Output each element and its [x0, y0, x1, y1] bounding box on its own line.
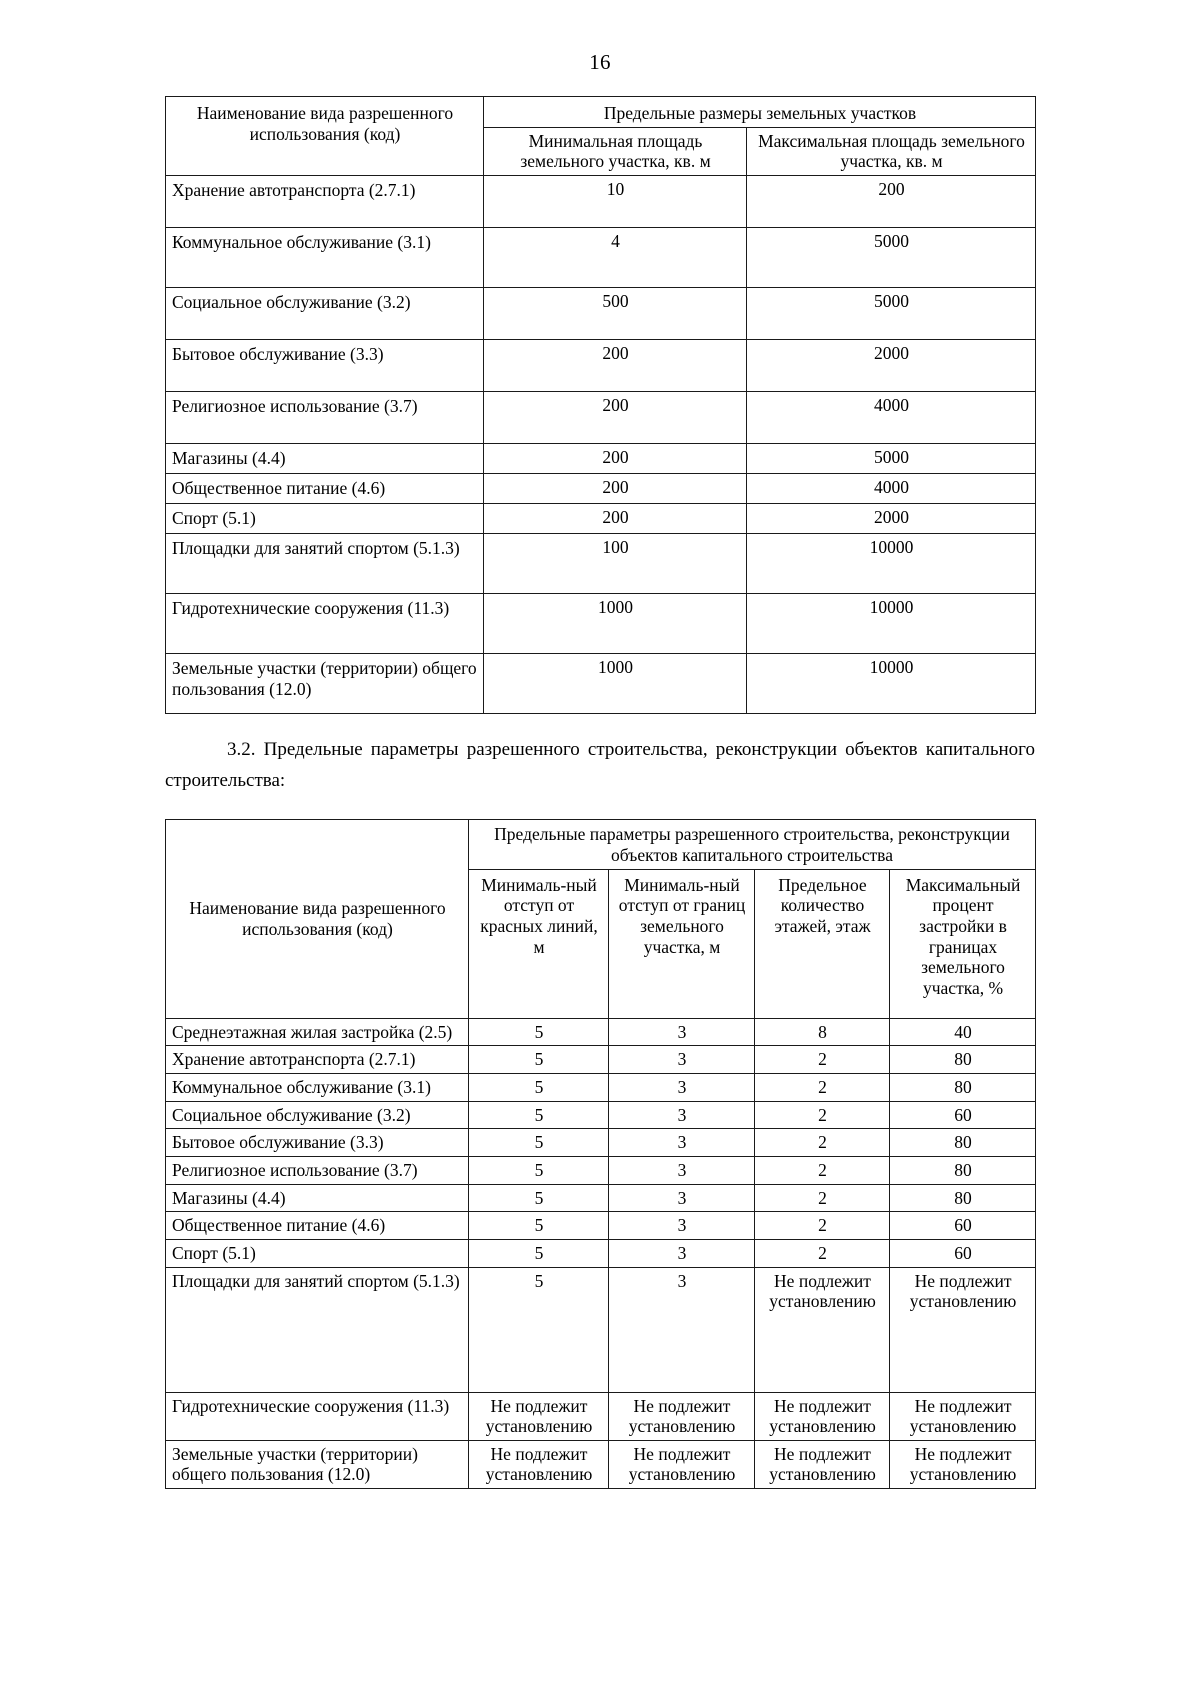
table-row: [166, 391, 1036, 443]
table-row: [166, 1212, 1036, 1240]
table-row: [166, 287, 1036, 339]
row-name: Хранение автотранспорта (2.7.1): [166, 175, 484, 227]
table-row: [166, 443, 1036, 473]
row-setback-redline: Не подлежит установлению: [469, 1392, 609, 1440]
table-row: [166, 473, 1036, 503]
row-max: 10000: [747, 653, 1036, 713]
row-max-floors: 8: [755, 1018, 890, 1046]
page-number: 16: [589, 50, 611, 74]
row-min: 100: [484, 533, 747, 593]
row-setback-redline: 5: [469, 1129, 609, 1157]
row-max-floors: 2: [755, 1129, 890, 1157]
row-max-floors: 2: [755, 1184, 890, 1212]
row-min: 200: [484, 503, 747, 533]
table-row: [166, 1184, 1036, 1212]
row-setback-redline: 5: [469, 1018, 609, 1046]
table2-header-col-4: Максимальный процент застройки в границах земельного участка, %: [890, 869, 1036, 1018]
row-setback-border: 3: [609, 1184, 755, 1212]
row-name: Социальное обслуживание (3.2): [166, 287, 484, 339]
row-name: Площадки для занятий спортом (5.1.3): [166, 533, 484, 593]
table-row: [166, 1129, 1036, 1157]
row-max-floors: Не подлежит установлению: [755, 1267, 890, 1392]
table-row: [166, 533, 1036, 593]
row-name: Магазины (4.4): [166, 443, 484, 473]
row-name: Гидротехнические сооружения (11.3): [166, 1392, 469, 1440]
row-name: Общественное питание (4.6): [166, 1212, 469, 1240]
row-setback-border: Не подлежит установлению: [609, 1392, 755, 1440]
row-setback-redline: 5: [469, 1156, 609, 1184]
row-max-floors: 2: [755, 1212, 890, 1240]
table1-body: [166, 97, 1036, 714]
row-min: 10: [484, 175, 747, 227]
row-name: Гидротехнические сооружения (11.3): [166, 593, 484, 653]
row-setback-border: 3: [609, 1046, 755, 1074]
table-row: [166, 1392, 1036, 1440]
table2-header-group: Предельные параметры разрешенного строительства, реконструкции объектов капитального строительства: [469, 820, 1036, 869]
row-build-percent: 80: [890, 1184, 1036, 1212]
row-setback-redline: 5: [469, 1267, 609, 1392]
row-build-percent: 60: [890, 1239, 1036, 1267]
row-name: Среднеэтажная жилая застройка (2.5): [166, 1018, 469, 1046]
row-setback-border: 3: [609, 1101, 755, 1129]
row-build-percent: Не подлежит установлению: [890, 1392, 1036, 1440]
row-setback-border: 3: [609, 1212, 755, 1240]
row-max: 5000: [747, 227, 1036, 287]
row-setback-redline: 5: [469, 1046, 609, 1074]
table-row: [166, 175, 1036, 227]
table1-header-min: Минимальная площадь земельного участка, кв. м: [484, 127, 747, 175]
row-min: 200: [484, 443, 747, 473]
table-row: [166, 503, 1036, 533]
construction-parameters-table: [165, 819, 1036, 1489]
row-max: 10000: [747, 593, 1036, 653]
table2-body: [166, 820, 1036, 1489]
row-name: Религиозное использование (3.7): [166, 391, 484, 443]
table-row: [166, 339, 1036, 391]
row-build-percent: 80: [890, 1046, 1036, 1074]
row-name: Хранение автотранспорта (2.7.1): [166, 1046, 469, 1074]
table-row: [166, 227, 1036, 287]
row-setback-border: Не подлежит установлению: [609, 1440, 755, 1488]
row-name: Земельные участки (территории) общего пользования (12.0): [166, 653, 484, 713]
table1-header-group: Предельные размеры земельных участков: [484, 97, 1036, 128]
row-min: 4: [484, 227, 747, 287]
table2-header-col-2: Минималь-ный отступ от границ земельного участка, м: [609, 869, 755, 1018]
table-row: [166, 1074, 1036, 1102]
table-row: [166, 1239, 1036, 1267]
row-min: 500: [484, 287, 747, 339]
table2-header-col-3: Предельное количество этажей, этаж: [755, 869, 890, 1018]
row-max-floors: Не подлежит установлению: [755, 1440, 890, 1488]
row-min: 1000: [484, 593, 747, 653]
row-name: Земельные участки (территории) общего пользования (12.0): [166, 1440, 469, 1488]
row-name: Спорт (5.1): [166, 1239, 469, 1267]
row-min: 200: [484, 339, 747, 391]
table-row: [166, 1046, 1036, 1074]
row-build-percent: 80: [890, 1129, 1036, 1157]
row-max: 200: [747, 175, 1036, 227]
row-build-percent: 80: [890, 1074, 1036, 1102]
row-build-percent: 60: [890, 1212, 1036, 1240]
row-setback-border: 3: [609, 1267, 755, 1392]
row-max-floors: Не подлежит установлению: [755, 1392, 890, 1440]
row-max-floors: 2: [755, 1074, 890, 1102]
table2-header-row-1: [166, 820, 1036, 869]
table-row: [166, 1267, 1036, 1392]
row-max-floors: 2: [755, 1101, 890, 1129]
row-setback-border: 3: [609, 1018, 755, 1046]
row-min: 200: [484, 391, 747, 443]
row-build-percent: Не подлежит установлению: [890, 1440, 1036, 1488]
row-name: Спорт (5.1): [166, 503, 484, 533]
row-max: 5000: [747, 443, 1036, 473]
table1-header-max: Максимальная площадь земельного участка, кв. м: [747, 127, 1036, 175]
table-row: [166, 593, 1036, 653]
row-build-percent: 40: [890, 1018, 1036, 1046]
row-name: Коммунальное обслуживание (3.1): [166, 1074, 469, 1102]
row-max-floors: 2: [755, 1239, 890, 1267]
row-name: Общественное питание (4.6): [166, 473, 484, 503]
row-min: 200: [484, 473, 747, 503]
row-build-percent: 60: [890, 1101, 1036, 1129]
row-setback-redline: Не подлежит установлению: [469, 1440, 609, 1488]
row-max: 4000: [747, 391, 1036, 443]
table-row: [166, 1440, 1036, 1488]
row-setback-redline: 5: [469, 1239, 609, 1267]
row-setback-border: 3: [609, 1156, 755, 1184]
row-max: 2000: [747, 503, 1036, 533]
row-min: 1000: [484, 653, 747, 713]
row-name: Площадки для занятий спортом (5.1.3): [166, 1267, 469, 1392]
table2-header-col-1: Минималь-ный отступ от красных линий, м: [469, 869, 609, 1018]
row-name: Социальное обслуживание (3.2): [166, 1101, 469, 1129]
row-setback-redline: 5: [469, 1184, 609, 1212]
row-name: Магазины (4.4): [166, 1184, 469, 1212]
row-name: Религиозное использование (3.7): [166, 1156, 469, 1184]
table-row: [166, 1101, 1036, 1129]
table1-header-row-1: [166, 97, 1036, 128]
row-max-floors: 2: [755, 1046, 890, 1074]
table2-header-name: Наименование вида разрешенного использования (код): [166, 820, 469, 1018]
land-plot-size-table: [165, 96, 1036, 714]
row-setback-border: 3: [609, 1129, 755, 1157]
row-name: Коммунальное обслуживание (3.1): [166, 227, 484, 287]
row-setback-border: 3: [609, 1239, 755, 1267]
table-row: [166, 1018, 1036, 1046]
row-build-percent: 80: [890, 1156, 1036, 1184]
row-max: 2000: [747, 339, 1036, 391]
row-build-percent: Не подлежит установлению: [890, 1267, 1036, 1392]
row-setback-redline: 5: [469, 1074, 609, 1102]
row-max: 5000: [747, 287, 1036, 339]
table-row: [166, 1156, 1036, 1184]
page-content: [165, 96, 1035, 1489]
row-setback-border: 3: [609, 1074, 755, 1102]
row-setback-redline: 5: [469, 1212, 609, 1240]
row-name: Бытовое обслуживание (3.3): [166, 339, 484, 391]
row-name: Бытовое обслуживание (3.3): [166, 1129, 469, 1157]
row-max: 4000: [747, 473, 1036, 503]
section-3-2-paragraph: 3.2. Предельные параметры разрешенного строительства, реконструкции объектов капитального строительства:: [165, 738, 1035, 791]
table-row: [166, 653, 1036, 713]
row-max: 10000: [747, 533, 1036, 593]
row-max-floors: 2: [755, 1156, 890, 1184]
table1-header-name: Наименование вида разрешенного использования (код): [166, 97, 484, 176]
row-setback-redline: 5: [469, 1101, 609, 1129]
